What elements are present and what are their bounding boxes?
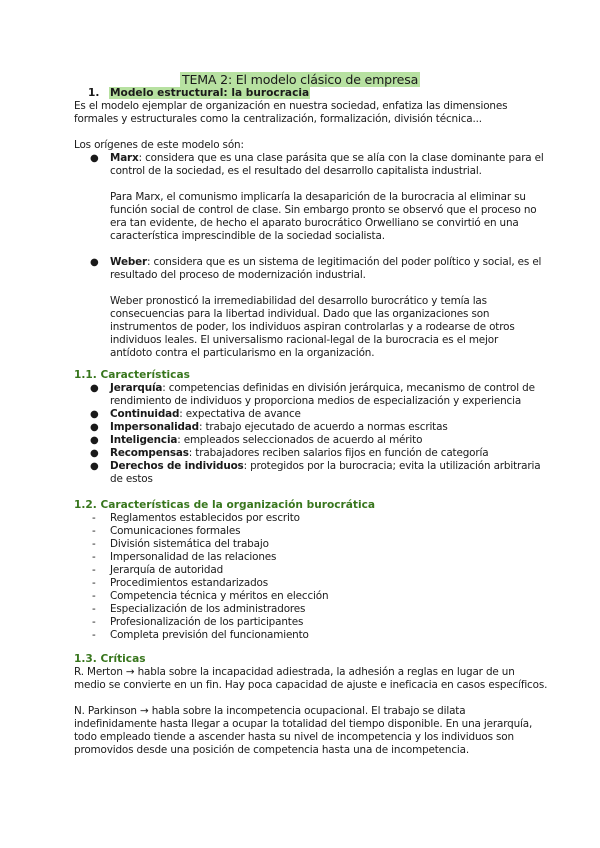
bullet-marker: ● <box>90 409 99 420</box>
characteristic-item <box>110 460 540 473</box>
marx-def-cont: control de la sociedad, es el resultado del desarrollo capitalista industrial. <box>110 165 482 177</box>
dash-marker: - <box>92 590 96 602</box>
characteristic-item <box>110 447 488 460</box>
marx-definition <box>110 152 544 165</box>
page-title: TEMA 2: El modelo clásico de empresa <box>182 72 419 87</box>
section-1-3-heading: 1.3. Críticas <box>74 653 146 665</box>
dash-marker: - <box>92 629 96 641</box>
bullet-marker: ● <box>90 153 99 164</box>
bullet-marker: ● <box>90 461 99 472</box>
list-item: Impersonalidad de las relaciones <box>110 551 277 563</box>
section-1-number: 1. <box>88 87 100 99</box>
section-1-heading <box>88 87 310 100</box>
intro-line: Es el modelo ejemplar de organización en nuestra sociedad, enfatiza las dimensiones <box>74 100 508 112</box>
section-1-1-heading: 1.1. Características <box>74 369 190 381</box>
dash-marker: - <box>92 616 96 628</box>
characteristic-text: : empleados seleccionados de acuerdo al mérito <box>177 434 423 446</box>
characteristic-text: : protegidos por la burocracia; evita la utilización arbitraria <box>243 460 541 472</box>
characteristic-text: : trabajadores reciben salarios fijos en función de categoría <box>188 447 489 459</box>
characteristic-term: Impersonalidad <box>110 421 199 433</box>
list-item: Comunicaciones formales <box>110 525 241 537</box>
weber-para-line: individuos leales. El universalismo racional-legal de la burocracia es el mejor <box>110 334 499 346</box>
merton-line: R. Merton → habla sobre la incapacidad adiestrada, la adhesión a reglas en lugar de un <box>74 666 515 678</box>
intro-line: formales y estructurales como la centralización, formalización, división técnica... <box>74 113 482 125</box>
characteristic-text: : trabajo ejecutado de acuerdo a normas escritas <box>198 421 448 433</box>
characteristic-text: : competencias definidas en división jerárquica, mecanismo de control de <box>162 382 535 394</box>
characteristic-cont: de estos <box>110 473 153 485</box>
list-item: Procedimientos estandarizados <box>110 577 268 589</box>
parkinson-line: todo empleado tiende a ascender hasta su nivel de incompetencia y los individuos son <box>74 731 514 743</box>
characteristic-term: Recompensas <box>110 447 189 459</box>
weber-term: Weber <box>110 256 147 268</box>
dash-marker: - <box>92 538 96 550</box>
characteristic-item <box>110 408 301 421</box>
list-item: Completa previsión del funcionamiento <box>110 629 309 641</box>
weber-def-text: : considera que es un sistema de legitimación del poder político y social, es el <box>147 256 542 268</box>
characteristic-cont: rendimiento de individuos y proporciona medios de especialización y experiencia <box>110 395 522 407</box>
bullet-marker: ● <box>90 383 99 394</box>
bullet-marker: ● <box>90 257 99 268</box>
bullet-marker: ● <box>90 448 99 459</box>
dash-marker: - <box>92 564 96 576</box>
marx-para-line: función social de control de clase. Sin embargo pronto se observó que el proceso no <box>110 204 537 216</box>
list-item: Especialización de los administradores <box>110 603 306 615</box>
marx-def-text: : considera que es una clase parásita que se alía con la clase dominante para el <box>138 152 544 164</box>
marx-term: Marx <box>110 152 139 164</box>
characteristic-item <box>110 434 422 447</box>
list-item: Jerarquía de autoridad <box>110 564 224 576</box>
weber-def-cont: resultado del proceso de modernización industrial. <box>110 269 366 281</box>
dash-marker: - <box>92 577 96 589</box>
parkinson-line: promovidos desde una posición de competencia hasta una de incompetencia. <box>74 744 470 756</box>
list-item: Profesionalización de los participantes <box>110 616 304 628</box>
characteristic-item <box>110 421 448 434</box>
weber-para-line: instrumentos de poder, los individuos aspiran controlarlas y a rodearse de otros <box>110 321 515 333</box>
characteristic-term: Inteligencia <box>110 434 178 446</box>
characteristic-term: Derechos de individuos <box>110 460 244 472</box>
weber-para-line: antídoto contra el particularismo en la organización. <box>110 347 375 359</box>
section-1-title: Modelo estructural: la burocracia <box>110 87 310 99</box>
marx-para-line: era tan evidente, de hecho el aparato burocrático Orwelliano se convirtió en una <box>110 217 519 229</box>
list-item: Reglamentos establecidos por escrito <box>110 512 300 524</box>
dash-marker: - <box>92 603 96 615</box>
bullet-marker: ● <box>90 435 99 446</box>
characteristic-text: : expectativa de avance <box>179 408 301 420</box>
characteristic-term: Continuidad <box>110 408 180 420</box>
parkinson-line: indefinidamente hasta llegar a ocupar la totalidad del tiempo disponible. En una jerarquía, <box>74 718 533 730</box>
characteristic-item <box>110 382 535 395</box>
merton-line: medio se convierte en un fin. Hay poca capacidad de ajuste e ineficacia en casos específicos. <box>74 679 548 691</box>
weber-para-line: Weber pronosticó la irremediabilidad del desarrollo burocrático y temía las <box>110 295 487 307</box>
dash-marker: - <box>92 512 96 524</box>
dash-marker: - <box>92 525 96 537</box>
parkinson-line: N. Parkinson → habla sobre la incompetencia ocupacional. El trabajo se dilata <box>74 705 466 717</box>
weber-para-line: consecuencias para la libertad individual. Dado que las organizaciones son <box>110 308 490 320</box>
list-item: Competencia técnica y méritos en elección <box>110 590 329 602</box>
characteristic-term: Jerarquía <box>110 382 163 394</box>
dash-marker: - <box>92 551 96 563</box>
marx-para-line: característica imprescindible de la sociedad socialista. <box>110 230 385 242</box>
bullet-marker: ● <box>90 422 99 433</box>
weber-definition <box>110 256 541 269</box>
list-item: División sistemática del trabajo <box>110 538 269 550</box>
section-1-2-heading: 1.2. Características de la organización burocrática <box>74 499 376 511</box>
marx-para-line: Para Marx, el comunismo implicaría la desaparición de la burocracia al eliminar su <box>110 191 526 203</box>
origins-intro: Los orígenes de este modelo són: <box>74 139 244 151</box>
